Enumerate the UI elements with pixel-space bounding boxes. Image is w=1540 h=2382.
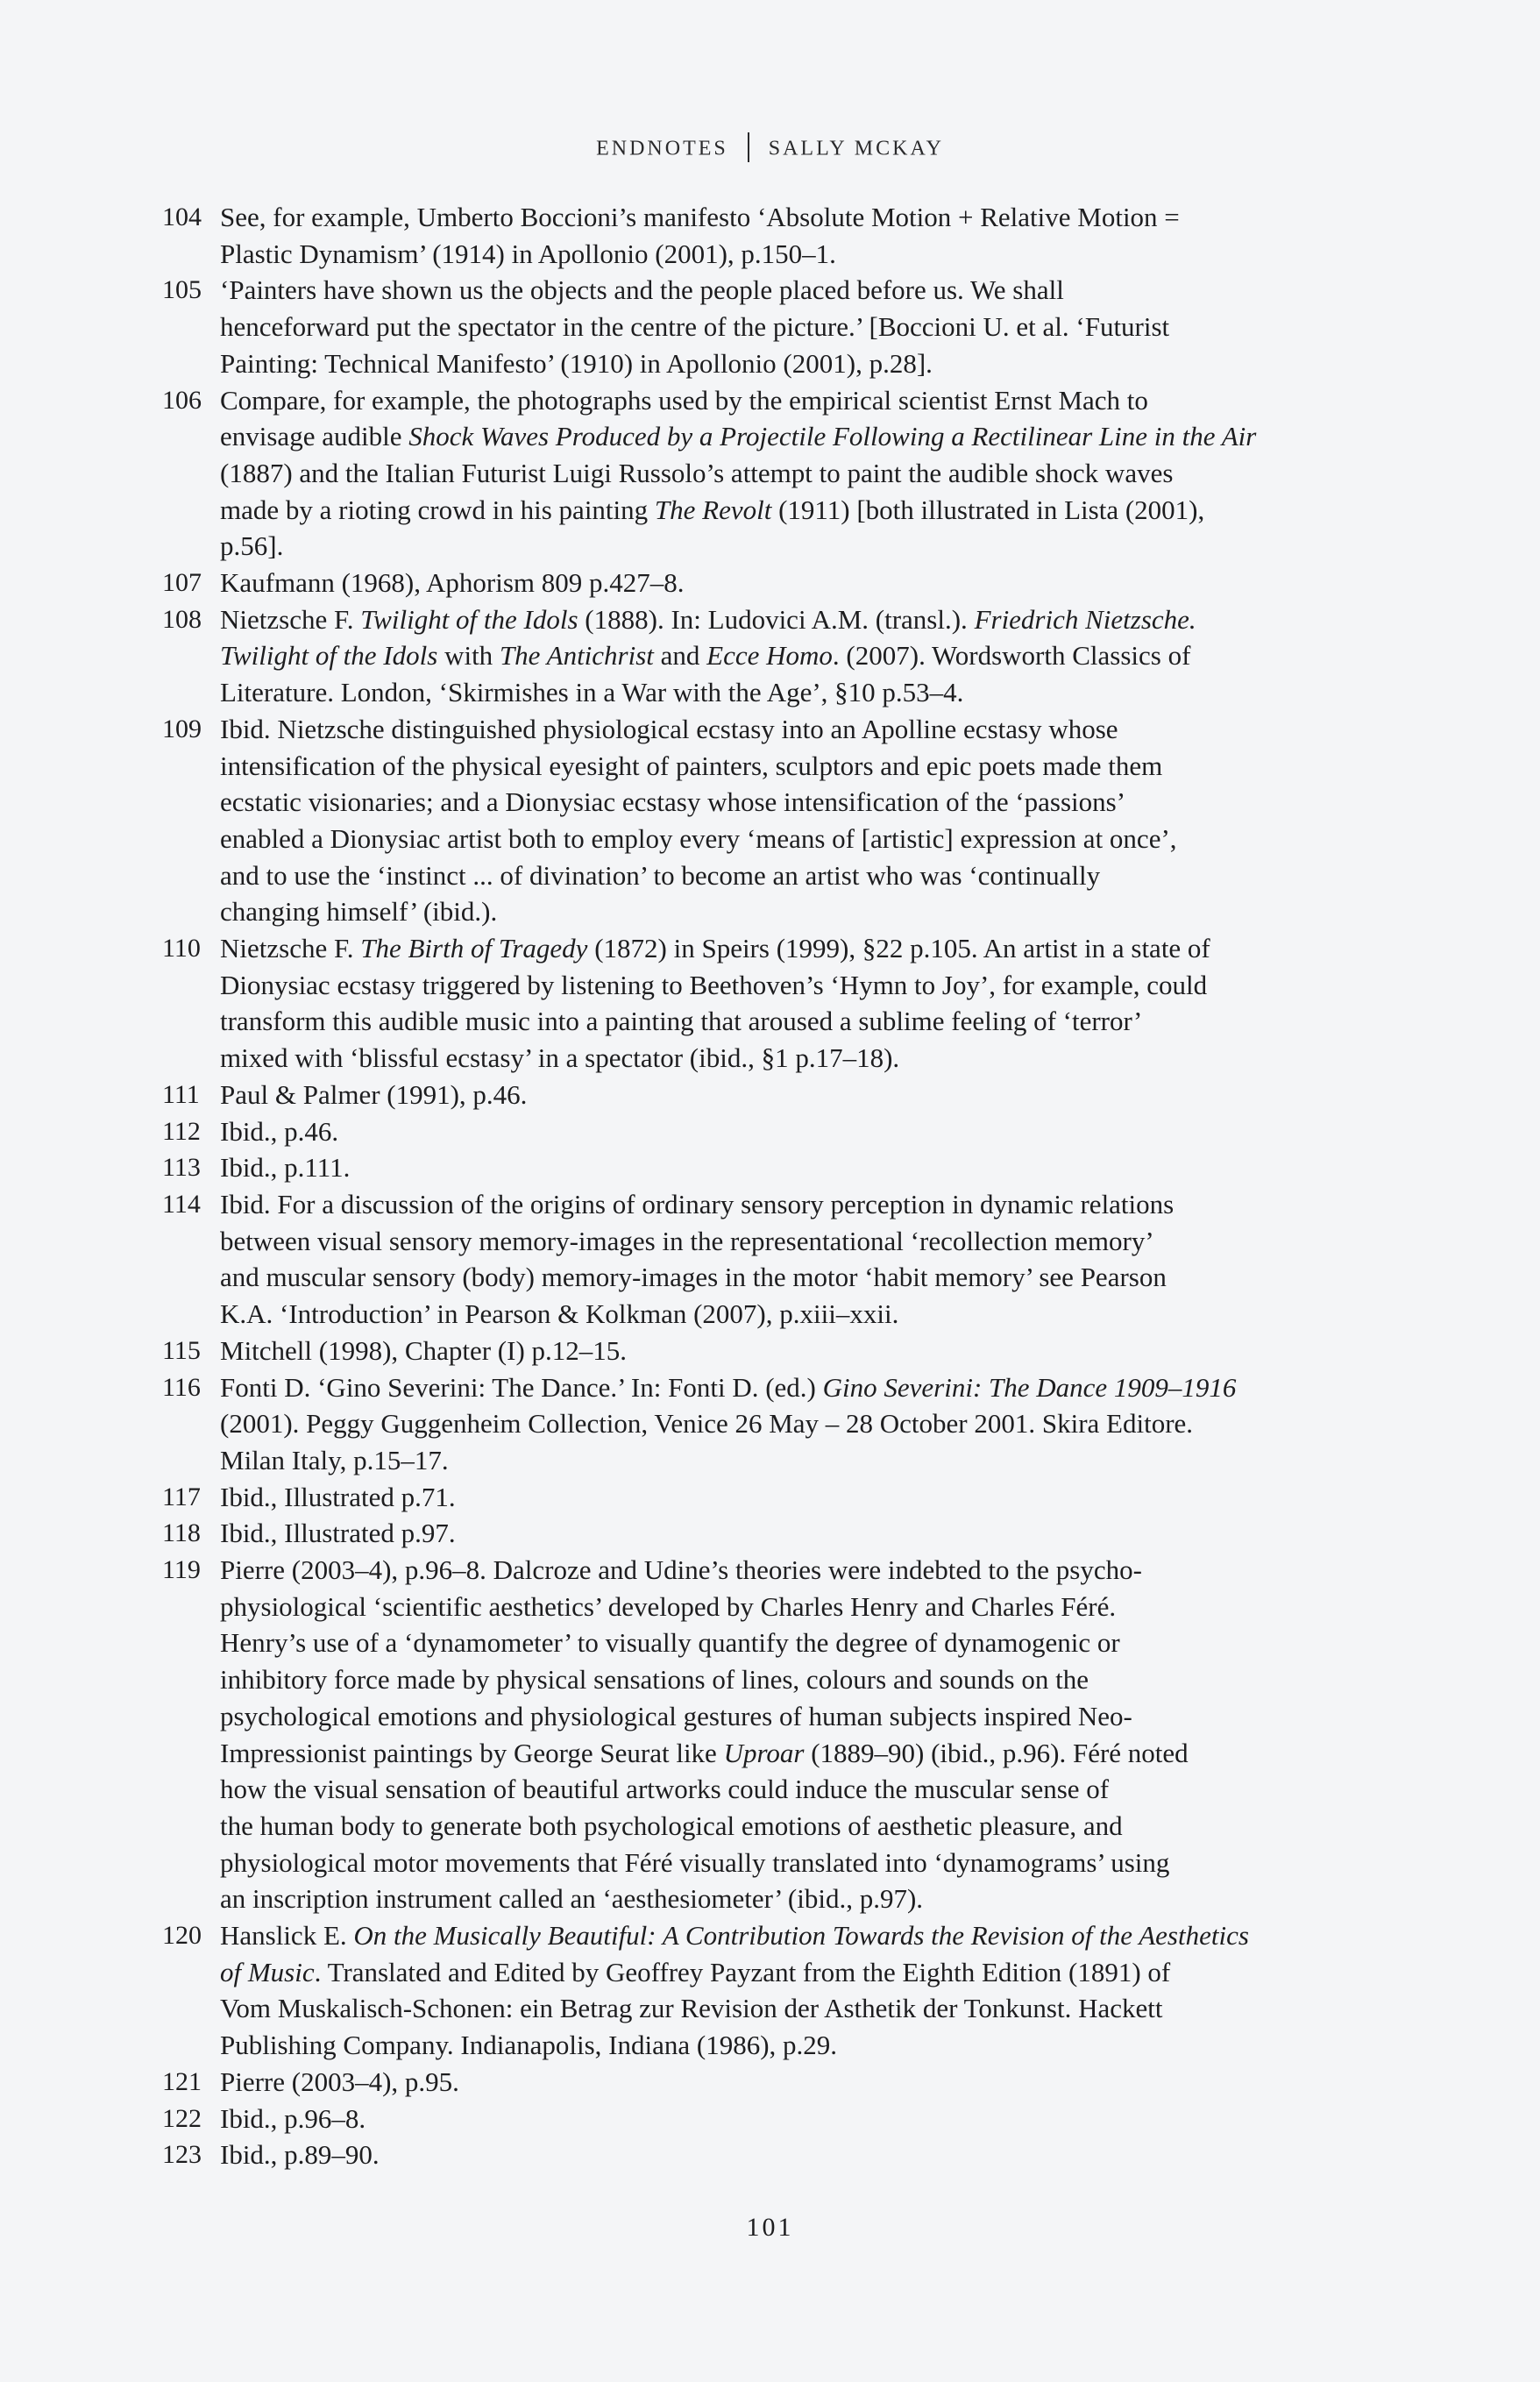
endnote-text-run: Ibid. Nietzsche distinguished physiological ecstasy into an Apolline ecstasy whose intensification of the physical eyesight of painters, sculptors and epic poets made them ecstatic visionaries; and a Dionysiac ecstasy whose intensification of the ‘passions’ enabled a Dionysiac artist both to employ every ‘means of [artistic] expression at once’, and to use the ‘instinct ... of divination’ to become an artist who was ‘continually changing himself’ (ibid.). [220, 713, 1177, 928]
page-number: 101 [746, 2213, 794, 2242]
endnote-text-run: Ibid., Illustrated p.97. [220, 1518, 456, 1549]
endnote-number: 116 [162, 1372, 201, 1402]
endnote-text [220, 565, 1389, 601]
endnote-title-italic: Shock Waves Produced by a Projectile Following a Rectilinear Line in the Air [408, 421, 1257, 452]
endnote-number: 115 [162, 1335, 201, 1365]
endnote-text-run: (1888). In: Ludovici A.M. (transl.). [578, 603, 975, 635]
endnote-number: 109 [162, 714, 202, 743]
endnote [162, 382, 1389, 565]
endnote-text [220, 1369, 1389, 1479]
endnote-title-italic: Uproar [723, 1737, 805, 1768]
endnote-number: 122 [162, 2103, 202, 2133]
endnote-number: 118 [162, 1518, 201, 1548]
endnote [162, 1333, 1389, 1369]
endnote-text [220, 1479, 1389, 1516]
endnote-text [220, 711, 1389, 930]
endnote-number: 104 [162, 203, 202, 231]
endnote [162, 1552, 1389, 1917]
endnote-text-run: Hanslick E. [220, 1920, 354, 1952]
endnote-text [220, 199, 1389, 272]
endnote-text-run: Mitchell (1998), Chapter (I) p.12–15. [220, 1334, 628, 1366]
endnote-text [220, 601, 1389, 711]
endnote [162, 2137, 1389, 2173]
endnote-text-run: Ibid., p.89–90. [220, 2139, 380, 2171]
endnote-text-run: Ibid., Illustrated p.71. [220, 1481, 456, 1512]
endnote-text [220, 272, 1389, 381]
endnote-text-run: Nietzsche F. [220, 933, 361, 964]
endnote-title-italic: On the Musically Beautiful: A Contribution Towards the Revision of the Aesthetics of Music [220, 1920, 1249, 1987]
endnote [162, 1149, 1389, 1186]
endnote-text-run: (1887) and the Italian Futurist Luigi Russolo’s attempt to paint the audible shock waves made by a rioting crowd in his painting [220, 457, 1174, 525]
endnote-text-run: Ibid., p.46. [220, 1115, 339, 1147]
endnote [162, 1077, 1389, 1113]
endnote-text-run: Ibid., p.96–8. [220, 2102, 366, 2134]
endnotes-list [162, 199, 1389, 2173]
endnote-text-run: and [653, 640, 707, 672]
endnote [162, 1917, 1389, 2064]
endnote [162, 2064, 1389, 2101]
endnote [162, 711, 1389, 930]
endnote [162, 930, 1389, 1077]
endnote-number: 119 [162, 1555, 201, 1585]
endnote-number: 120 [162, 1921, 202, 1951]
endnote-text-run: (1872) in Speirs (1999), §22 p.105. An artist in a state of Dionysiac ecstasy triggered by listening to Beethoven’s ‘Hymn to Joy’, for example, could transform this audible music into a painting that aroused a sublime feeling of ‘terror’ mixed with ‘blissful ecstasy’ in a spectator (ibid., §1 p.17–18). [220, 933, 1210, 1074]
endnote-title-italic: Twilight of the Idols [360, 603, 578, 635]
endnote-number: 123 [162, 2140, 202, 2170]
endnote [162, 1369, 1389, 1479]
endnote-number: 111 [162, 1079, 200, 1109]
endnote-title-italic: Gino Severini: The Dance 1909–1916 [822, 1371, 1237, 1403]
endnote-text-run: with [437, 640, 500, 672]
endnote [162, 199, 1389, 272]
endnote-text-run: Ibid., p.111. [220, 1152, 351, 1184]
endnote-text-run: . (2007). Wordsworth Classics of Literature. London, ‘Skirmishes in a War with the Age’, §10 p.53–4. [220, 640, 1191, 708]
endnote-number: 105 [162, 275, 202, 305]
endnote-text-run: (1911) [both illustrated in Lista (2001), p.56]. [220, 494, 1205, 562]
endnote [162, 1479, 1389, 1516]
endnote-text [220, 1333, 1389, 1369]
endnote-text [220, 1149, 1389, 1186]
endnote-number: 106 [162, 385, 202, 415]
endnote-text [220, 1113, 1389, 1150]
endnote [162, 1186, 1389, 1333]
endnote-text-run: Pierre (2003–4), p.95. [220, 2066, 459, 2097]
endnote-number: 113 [162, 1153, 201, 1183]
endnote-number: 112 [162, 1116, 201, 1146]
endnote-title-italic: Friedrich Nietzsche. Twilight of the Idols [220, 603, 1196, 672]
running-head [0, 135, 1540, 165]
endnote-text-run: Ibid. For a discussion of the origins of ordinary sensory perception in dynamic relations between visual sensory memory-images in the representational ‘recollection memory’ and muscular sensory (body) memory-images in the motor ‘habit memory’ see Pearson K.A. ‘Introduction’ in Pearson & Kolkman (2007), p.xiii–xxii. [220, 1188, 1175, 1330]
endnote-text-run: See, for example, Umberto Boccioni’s manifesto ‘Absolute Motion + Relative Motion = Plastic Dynamism’ (1914) in Apollonio (2001), p.150–1. [220, 202, 1180, 269]
endnote-text-run: . Translated and Edited by Geoffrey Payzant from the Eighth Edition (1891) of Vom Muskalisch-Schonen: ein Betrag zur Revision der Asthetik der Tonkunst. Hackett Publishing Company. Indianapolis, Indiana (1986), p.29. [220, 1956, 1171, 2061]
endnote-text [220, 382, 1389, 565]
endnote-number: 117 [162, 1482, 201, 1511]
endnote-text-run: (1889–90) (ibid., p.96). Féré noted how the visual sensation of beautiful artworks could induce the muscular sense of the human body to generate both psychological emotions of aesthetic pleasure, and physiological motor movements that Féré visually translated into ‘dynamograms’ using an inscription instrument called an ‘aesthesiometer’ (ibid., p.97). [220, 1737, 1189, 1915]
endnote-text [220, 930, 1389, 1077]
endnote-text [220, 2101, 1389, 2137]
endnote-number: 108 [162, 604, 202, 634]
endnote [162, 1113, 1389, 1150]
endnote-text-run: Fonti D. ‘Gino Severini: The Dance.’ In: Fonti D. (ed.) [220, 1371, 823, 1403]
endnote-title-italic: The Antichrist [499, 640, 654, 672]
endnote-text-run: Kaufmann (1968), Aphorism 809 p.427–8. [220, 567, 685, 599]
endnote-text-run: Pierre (2003–4), p.96–8. Dalcroze and Udine’s theories were indebted to the psycho- physiological ‘scientific aesthetics’ developed by Charles Henry and Charles Féré. Henry’s use of a ‘dynamometer’ to visually quantify the degree of dynamogenic or inhibitory force made by physical sensations of lines, colours and sounds on the psychological emotions and physiological gestures of human subjects inspired Neo- Impressionist paintings by George Seurat like [220, 1554, 1142, 1768]
endnote-text [220, 1077, 1389, 1113]
endnote-text-run: Nietzsche F. [220, 603, 361, 635]
endnote-title-italic: Ecce Homo [706, 640, 833, 672]
endnote-text-run: Compare, for example, the photographs used by the empirical scientist Ernst Mach to envisage audible [220, 384, 1148, 452]
running-head-divider [748, 132, 749, 162]
running-head-author: SALLY MCKAY [768, 137, 944, 160]
endnote-text [220, 1552, 1389, 1917]
endnote-text-run: ‘Painters have shown us the objects and the people placed before us. We shall henceforward put the spectator in the centre of the picture.’ [Boccioni U. et al. ‘Futurist Painting: Technical Manifesto’ (1910) in Apollonio (2001), p.28]. [220, 274, 1170, 379]
running-head-section: ENDNOTES [596, 137, 728, 160]
endnote-number: 121 [162, 2066, 202, 2096]
endnote-number: 110 [162, 934, 201, 963]
endnote-text [220, 1515, 1389, 1552]
endnote [162, 272, 1389, 381]
endnote-number: 114 [162, 1189, 201, 1219]
endnote-text [220, 1186, 1389, 1333]
endnote-text-run: Paul & Palmer (1991), p.46. [220, 1078, 528, 1110]
endnote-text [220, 2064, 1389, 2101]
endnote [162, 601, 1389, 711]
endnote-text-run: (2001). Peggy Guggenheim Collection, Venice 26 May – 28 October 2001. Skira Editore. Milan Italy, p.15–17. [220, 1408, 1194, 1475]
endnote-number: 107 [162, 568, 202, 598]
endnote-text [220, 1917, 1389, 2064]
endnote-title-italic: The Revolt [654, 494, 772, 525]
endnote [162, 1515, 1389, 1552]
endnote-title-italic: The Birth of Tragedy [360, 933, 588, 964]
endnote-text [220, 2137, 1389, 2173]
endnote [162, 2101, 1389, 2137]
endnote [162, 565, 1389, 601]
